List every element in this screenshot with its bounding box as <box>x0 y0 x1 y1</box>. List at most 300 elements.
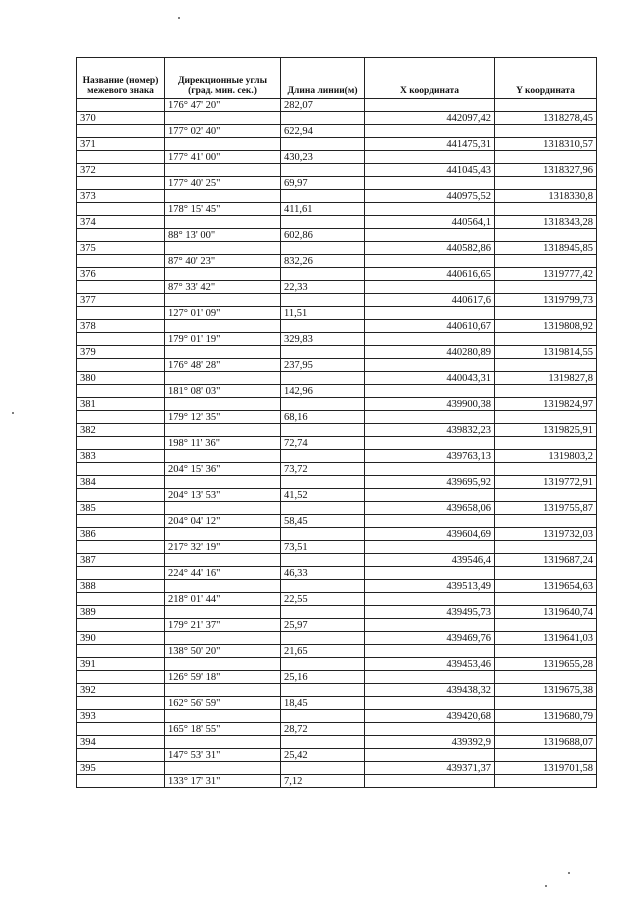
point-y-coordinate: 1318327,96 <box>495 164 597 177</box>
empty-cell <box>495 489 597 502</box>
empty-cell <box>495 697 597 710</box>
segment-angle: 181° 08' 03" <box>165 385 281 398</box>
point-y-coordinate: 1318278,45 <box>495 112 597 125</box>
empty-cell <box>77 177 165 190</box>
point-row <box>77 502 597 515</box>
empty-cell <box>365 723 495 736</box>
empty-cell <box>281 736 365 749</box>
segment-length: 58,45 <box>281 515 365 528</box>
segment-length: 25,97 <box>281 619 365 632</box>
point-row <box>77 242 597 255</box>
segment-angle: 165° 18' 55" <box>165 723 281 736</box>
segment-angle: 177° 02' 40" <box>165 125 281 138</box>
empty-cell <box>365 125 495 138</box>
empty-cell <box>281 112 365 125</box>
point-row <box>77 164 597 177</box>
point-y-coordinate: 1319755,87 <box>495 502 597 515</box>
empty-cell <box>365 385 495 398</box>
segment-angle: 138° 50' 20" <box>165 645 281 658</box>
empty-cell <box>281 580 365 593</box>
point-x-coordinate: 442097,42 <box>365 112 495 125</box>
point-row <box>77 398 597 411</box>
point-x-coordinate: 439453,46 <box>365 658 495 671</box>
segment-angle: 177° 41' 00" <box>165 151 281 164</box>
segment-length: 237,95 <box>281 359 365 372</box>
segment-row <box>77 697 597 710</box>
empty-cell <box>165 138 281 151</box>
empty-cell <box>165 242 281 255</box>
point-row <box>77 606 597 619</box>
segment-row <box>77 307 597 320</box>
empty-cell <box>77 515 165 528</box>
point-x-coordinate: 439763,13 <box>365 450 495 463</box>
point-x-coordinate: 439604,69 <box>365 528 495 541</box>
segment-angle: 133° 17' 31" <box>165 775 281 788</box>
point-x-coordinate: 440975,52 <box>365 190 495 203</box>
empty-cell <box>281 268 365 281</box>
empty-cell <box>365 151 495 164</box>
empty-cell <box>495 359 597 372</box>
point-x-coordinate: 439371,37 <box>365 762 495 775</box>
empty-cell <box>165 554 281 567</box>
empty-cell <box>165 502 281 515</box>
segment-angle: 177° 40' 25" <box>165 177 281 190</box>
empty-cell <box>495 229 597 242</box>
segment-row <box>77 671 597 684</box>
segment-length: 602,86 <box>281 229 365 242</box>
empty-cell <box>281 320 365 333</box>
point-x-coordinate: 440617,6 <box>365 294 495 307</box>
point-row <box>77 372 597 385</box>
empty-cell <box>165 762 281 775</box>
empty-cell <box>281 242 365 255</box>
point-name: 374 <box>77 216 165 229</box>
empty-cell <box>165 476 281 489</box>
empty-cell <box>495 177 597 190</box>
point-row <box>77 294 597 307</box>
empty-cell <box>495 437 597 450</box>
empty-cell <box>495 411 597 424</box>
empty-cell <box>281 164 365 177</box>
point-name: 381 <box>77 398 165 411</box>
point-y-coordinate: 1319827,8 <box>495 372 597 385</box>
point-name: 376 <box>77 268 165 281</box>
empty-cell <box>365 697 495 710</box>
empty-cell <box>365 411 495 424</box>
segment-row <box>77 567 597 580</box>
empty-cell <box>495 619 597 632</box>
point-y-coordinate: 1318310,57 <box>495 138 597 151</box>
segment-angle: 204° 04' 12" <box>165 515 281 528</box>
point-x-coordinate: 440564,1 <box>365 216 495 229</box>
segment-length: 28,72 <box>281 723 365 736</box>
point-name: 373 <box>77 190 165 203</box>
empty-cell <box>365 437 495 450</box>
empty-cell <box>165 216 281 229</box>
segment-length: 411,61 <box>281 203 365 216</box>
segment-row <box>77 385 597 398</box>
point-row <box>77 320 597 333</box>
empty-cell <box>77 359 165 372</box>
empty-cell <box>365 489 495 502</box>
segment-length: 430,23 <box>281 151 365 164</box>
empty-cell <box>165 632 281 645</box>
segment-angle: 87° 40' 23" <box>165 255 281 268</box>
empty-cell <box>165 346 281 359</box>
segment-angle: 179° 12' 35" <box>165 411 281 424</box>
empty-cell <box>165 294 281 307</box>
empty-cell <box>495 99 597 112</box>
point-row <box>77 710 597 723</box>
empty-cell <box>365 515 495 528</box>
segment-row <box>77 463 597 476</box>
segment-angle: 204° 15' 36" <box>165 463 281 476</box>
segment-length: 7,12 <box>281 775 365 788</box>
point-x-coordinate: 439495,73 <box>365 606 495 619</box>
point-name: 379 <box>77 346 165 359</box>
empty-cell <box>281 632 365 645</box>
empty-cell <box>77 229 165 242</box>
empty-cell <box>77 307 165 320</box>
segment-row <box>77 255 597 268</box>
empty-cell <box>281 710 365 723</box>
point-name: 371 <box>77 138 165 151</box>
empty-cell <box>281 502 365 515</box>
point-y-coordinate: 1319808,92 <box>495 320 597 333</box>
empty-cell <box>495 645 597 658</box>
segment-length: 832,26 <box>281 255 365 268</box>
empty-cell <box>365 671 495 684</box>
empty-cell <box>495 203 597 216</box>
segment-length: 282,07 <box>281 99 365 112</box>
segment-length: 622,94 <box>281 125 365 138</box>
empty-cell <box>365 281 495 294</box>
point-row <box>77 632 597 645</box>
empty-cell <box>281 138 365 151</box>
empty-cell <box>77 333 165 346</box>
point-y-coordinate: 1319732,03 <box>495 528 597 541</box>
point-x-coordinate: 439513,49 <box>365 580 495 593</box>
point-row <box>77 580 597 593</box>
empty-cell <box>365 255 495 268</box>
segment-angle: 126° 59' 18" <box>165 671 281 684</box>
point-x-coordinate: 441045,43 <box>365 164 495 177</box>
empty-cell <box>365 645 495 658</box>
empty-cell <box>495 567 597 580</box>
point-name: 372 <box>77 164 165 177</box>
empty-cell <box>495 775 597 788</box>
empty-cell <box>77 645 165 658</box>
empty-cell <box>365 541 495 554</box>
empty-cell <box>77 463 165 476</box>
empty-cell <box>165 268 281 281</box>
empty-cell <box>281 398 365 411</box>
segment-row <box>77 749 597 762</box>
segment-length: 41,52 <box>281 489 365 502</box>
point-x-coordinate: 439438,32 <box>365 684 495 697</box>
empty-cell <box>281 606 365 619</box>
point-name: 385 <box>77 502 165 515</box>
segment-length: 18,45 <box>281 697 365 710</box>
empty-cell <box>77 619 165 632</box>
point-name: 370 <box>77 112 165 125</box>
empty-cell <box>495 125 597 138</box>
segment-row <box>77 333 597 346</box>
segment-row <box>77 515 597 528</box>
point-x-coordinate: 440582,86 <box>365 242 495 255</box>
segment-length: 329,83 <box>281 333 365 346</box>
point-row <box>77 112 597 125</box>
segment-length: 68,16 <box>281 411 365 424</box>
empty-cell <box>365 229 495 242</box>
empty-cell <box>365 307 495 320</box>
segment-row <box>77 125 597 138</box>
point-name: 388 <box>77 580 165 593</box>
empty-cell <box>365 749 495 762</box>
segment-row <box>77 541 597 554</box>
point-x-coordinate: 439695,92 <box>365 476 495 489</box>
empty-cell <box>495 749 597 762</box>
empty-cell <box>495 593 597 606</box>
point-name: 387 <box>77 554 165 567</box>
segment-row <box>77 645 597 658</box>
boundary-coordinates-table <box>76 57 597 788</box>
point-y-coordinate: 1319772,91 <box>495 476 597 489</box>
empty-cell <box>165 112 281 125</box>
empty-cell <box>281 528 365 541</box>
empty-cell <box>77 151 165 164</box>
empty-cell <box>365 177 495 190</box>
segment-length: 69,97 <box>281 177 365 190</box>
empty-cell <box>495 515 597 528</box>
segment-length: 21,65 <box>281 645 365 658</box>
point-y-coordinate: 1319687,24 <box>495 554 597 567</box>
segment-row <box>77 723 597 736</box>
header-y-coordinate: Y координата <box>495 58 597 99</box>
point-y-coordinate: 1318945,85 <box>495 242 597 255</box>
point-y-coordinate: 1318343,28 <box>495 216 597 229</box>
empty-cell <box>495 671 597 684</box>
empty-cell <box>165 528 281 541</box>
empty-cell <box>281 476 365 489</box>
segment-angle: 162° 56' 59" <box>165 697 281 710</box>
empty-cell <box>281 658 365 671</box>
point-y-coordinate: 1319641,03 <box>495 632 597 645</box>
empty-cell <box>165 164 281 177</box>
point-y-coordinate: 1319680,79 <box>495 710 597 723</box>
empty-cell <box>495 333 597 346</box>
segment-row <box>77 177 597 190</box>
segment-row <box>77 619 597 632</box>
segment-length: 73,51 <box>281 541 365 554</box>
scan-speck <box>178 17 180 19</box>
segment-row <box>77 151 597 164</box>
point-y-coordinate: 1319824,97 <box>495 398 597 411</box>
empty-cell <box>365 775 495 788</box>
header-line-length: Длина линии(м) <box>281 58 365 99</box>
empty-cell <box>281 372 365 385</box>
segment-row <box>77 411 597 424</box>
empty-cell <box>77 671 165 684</box>
empty-cell <box>281 190 365 203</box>
segment-length: 73,72 <box>281 463 365 476</box>
segment-length: 22,33 <box>281 281 365 294</box>
segment-length: 25,16 <box>281 671 365 684</box>
table-body <box>77 99 597 788</box>
empty-cell <box>165 190 281 203</box>
segment-angle: 217° 32' 19" <box>165 541 281 554</box>
point-name: 377 <box>77 294 165 307</box>
empty-cell <box>281 346 365 359</box>
empty-cell <box>495 723 597 736</box>
empty-cell <box>165 398 281 411</box>
empty-cell <box>365 619 495 632</box>
point-x-coordinate: 439658,06 <box>365 502 495 515</box>
point-y-coordinate: 1319675,38 <box>495 684 597 697</box>
empty-cell <box>365 333 495 346</box>
empty-cell <box>77 385 165 398</box>
empty-cell <box>77 203 165 216</box>
empty-cell <box>77 255 165 268</box>
point-row <box>77 346 597 359</box>
empty-cell <box>77 593 165 606</box>
point-row <box>77 528 597 541</box>
point-name: 389 <box>77 606 165 619</box>
point-name: 378 <box>77 320 165 333</box>
segment-angle: 178° 15' 45" <box>165 203 281 216</box>
table-header-row <box>77 58 597 99</box>
segment-row <box>77 229 597 242</box>
scan-speck <box>545 885 547 887</box>
point-y-coordinate: 1318330,8 <box>495 190 597 203</box>
segment-angle: 147° 53' 31" <box>165 749 281 762</box>
point-y-coordinate: 1319688,07 <box>495 736 597 749</box>
point-y-coordinate: 1319777,42 <box>495 268 597 281</box>
segment-length: 22,55 <box>281 593 365 606</box>
segment-row <box>77 489 597 502</box>
empty-cell <box>495 281 597 294</box>
point-y-coordinate: 1319799,73 <box>495 294 597 307</box>
point-row <box>77 736 597 749</box>
point-name: 380 <box>77 372 165 385</box>
empty-cell <box>77 723 165 736</box>
empty-cell <box>281 684 365 697</box>
empty-cell <box>165 580 281 593</box>
empty-cell <box>77 125 165 138</box>
segment-angle: 179° 01' 19" <box>165 333 281 346</box>
segment-length: 11,51 <box>281 307 365 320</box>
segment-row <box>77 281 597 294</box>
segment-angle: 204° 13' 53" <box>165 489 281 502</box>
segment-angle: 176° 47' 20" <box>165 99 281 112</box>
segment-row <box>77 775 597 788</box>
empty-cell <box>77 281 165 294</box>
empty-cell <box>77 437 165 450</box>
scan-speck <box>12 412 14 414</box>
empty-cell <box>281 554 365 567</box>
point-name: 382 <box>77 424 165 437</box>
point-row <box>77 190 597 203</box>
empty-cell <box>365 359 495 372</box>
point-y-coordinate: 1319825,91 <box>495 424 597 437</box>
empty-cell <box>165 372 281 385</box>
segment-angle: 127° 01' 09" <box>165 307 281 320</box>
empty-cell <box>77 99 165 112</box>
segment-length: 72,74 <box>281 437 365 450</box>
point-row <box>77 450 597 463</box>
empty-cell <box>365 99 495 112</box>
point-y-coordinate: 1319701,58 <box>495 762 597 775</box>
scan-speck <box>568 872 570 874</box>
empty-cell <box>77 411 165 424</box>
point-row <box>77 476 597 489</box>
point-row <box>77 684 597 697</box>
point-row <box>77 762 597 775</box>
segment-angle: 198° 11' 36" <box>165 437 281 450</box>
empty-cell <box>365 463 495 476</box>
point-x-coordinate: 439420,68 <box>365 710 495 723</box>
empty-cell <box>281 216 365 229</box>
segment-angle: 87° 33' 42" <box>165 281 281 294</box>
point-x-coordinate: 441475,31 <box>365 138 495 151</box>
point-x-coordinate: 439469,76 <box>365 632 495 645</box>
segment-row <box>77 359 597 372</box>
point-y-coordinate: 1319814,55 <box>495 346 597 359</box>
empty-cell <box>281 450 365 463</box>
point-name: 383 <box>77 450 165 463</box>
point-name: 384 <box>77 476 165 489</box>
empty-cell <box>165 450 281 463</box>
empty-cell <box>495 307 597 320</box>
point-row <box>77 216 597 229</box>
empty-cell <box>77 775 165 788</box>
empty-cell <box>495 385 597 398</box>
segment-angle: 179° 21' 37" <box>165 619 281 632</box>
point-x-coordinate: 440610,67 <box>365 320 495 333</box>
point-x-coordinate: 440280,89 <box>365 346 495 359</box>
point-y-coordinate: 1319654,63 <box>495 580 597 593</box>
empty-cell <box>77 489 165 502</box>
segment-length: 46,33 <box>281 567 365 580</box>
empty-cell <box>165 684 281 697</box>
point-row <box>77 424 597 437</box>
empty-cell <box>495 255 597 268</box>
point-x-coordinate: 439546,4 <box>365 554 495 567</box>
point-row <box>77 658 597 671</box>
point-name: 395 <box>77 762 165 775</box>
point-row <box>77 268 597 281</box>
segment-row <box>77 99 597 112</box>
point-name: 393 <box>77 710 165 723</box>
header-x-coordinate: X координата <box>365 58 495 99</box>
empty-cell <box>77 749 165 762</box>
empty-cell <box>281 762 365 775</box>
point-x-coordinate: 440616,65 <box>365 268 495 281</box>
header-direction-angle: Дирекционные углы (град. мин. сек.) <box>165 58 281 99</box>
empty-cell <box>495 151 597 164</box>
segment-angle: 224° 44' 16" <box>165 567 281 580</box>
empty-cell <box>365 203 495 216</box>
empty-cell <box>365 567 495 580</box>
empty-cell <box>365 593 495 606</box>
segment-row <box>77 593 597 606</box>
segment-angle: 176° 48' 28" <box>165 359 281 372</box>
point-x-coordinate: 440043,31 <box>365 372 495 385</box>
empty-cell <box>281 424 365 437</box>
segment-angle: 218° 01' 44" <box>165 593 281 606</box>
empty-cell <box>281 294 365 307</box>
point-name: 394 <box>77 736 165 749</box>
